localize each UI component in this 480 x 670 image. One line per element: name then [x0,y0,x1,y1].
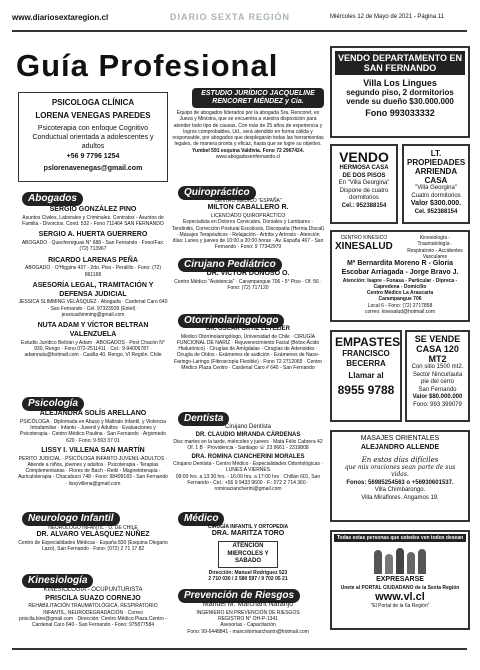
page-header [0,0,480,36]
psychologist-entry: ALEJANDRA SOLÍS ARELLANO PSICÓLOGA · Diplomada en Abuso y Maltrato Infantil, y Violencia Intrafamiliar · Infanto - Juvenil y Adultos · Evaluaciones y Psicoterapia · Centro Médico Paulina · San Fernando · Argomedo 620 · Fono: 9-593 37 01 [19,410,167,444]
empastes-ad: EMPASTES FRANCISCO BECERRA Llamar al 8955 9788 [330,330,402,422]
section-riesgos: Prevención de Riesgos [178,585,300,603]
kinesalud-header: CENTRO KINESICO XINESALUD Kinesiología - Traumatología · Respiratorio - Accidentes Vasculares [335,235,463,260]
lawyer-entry: RICARDO LARENAS PEÑA ABOGADO · O'Higgins 437 - 2do. Piso - Peralillo · Fono: (72) 861168 [24,256,161,278]
person-figure [418,549,426,574]
house-rent-ad: LT. PROPIEDADES ARRIENDA CASA "Villa Georgina" Cuatro dormitorios Valor $300.000. Cel. 952388154 [402,144,470,224]
section-abogados: Abogados [22,188,83,206]
dentist-entry: Cirujano Dentista DR. CLAUDIO MIRANDA CÁRDENAS Disc martes en la tarde, miércoles y jueves · Mata Félix Cabrera 42 Of. 1 B · Providencia - Santiago ☏ 23 9661 - 2319808 DRA. ROMINA CIANCHERINI MORALES Cirujano Dentista - Centro Médico · Especialidades Odontológicas · LUNES A VIERNES 09:00 hrs. a 13:30 hrs. - 16:00 hrs. a 17:00 hrs · Chillán 601, San Fernando - Cel.: +56 9 9433 9600 · F.: 072 2 714 360 · rominaciancherini@gmail.com [173,424,323,492]
portal-site[interactable]: www.vl.cl [375,591,425,604]
portal-ad: Todas estas personas que ustedes ven todos desean EXPRESARSE Unete al PORTAL CIUDADANO de la Sexta Región www.vl.cl "El Portal de la 6a Región" [330,530,470,630]
footer-divider [12,648,467,650]
lawyer-entry: NUTA ADAM Y VÍCTOR BELTRAN VALENZUELA Estudio Jurídico Beltrán y Adam · ABOGADOS · Pest Chacón N° 930, Rengo · Fono 072-2511411 · Cel.: 9-94006787 · adamnuta@hotmail.com · Casilla 40. Rengo. VI Región. Chile [21,322,165,358]
section-quiropractico: Quiropráctico [178,182,256,200]
psych-phone: +56 9 7796 1254 [66,153,120,161]
neurologist-entry: NEUROLOGO INFANTIL · U. DE CHILE DR. ALVARO VELÁSQUEZ NÚÑEZ Centro de Especialidades Médicas · Espaňa 830 (Esquina Olegario Lazo), San Fernando · Fono: (072) 2 71 17 82 [18,525,168,553]
ent-entry: DR. ÓSCAR ORTIZ LETELIER Médico Otorrinolaringólogo, Universidad de Chile · CIRUGÍA FUNCIONAL DE NARIZ · Rejuvenecimiento Facial (Botox-Ácido Hialurónico) · Cirugías de Amígdalas - Cirugías de Adenoides · Cirugía de Oídos - Exámenes de audición · Exámenes de Naso-Faringo-Laringo (Fibroscopía Flexible) · Fono 72 2712065 · Centro Médico Plaza Centro · Cardenal Caro # 640 - San Fernando [174,326,322,371]
medico-entry: CIRUGÍA INFANTIL Y ORTOPEDIA DRA. MARITZA TORO ATENCIÓN MIERCOLES Y SABADO Dirección: Manuel Rodríguez 523 2 710 030 / 2 580 597 / 9 702 05 21 [207,524,289,582]
psychologist-entry: LISSY I. VILLENA SAN MARTÍN PERITO JUDICIAL · PSICÓLOGA INFANTO-JUVENIL-ADULTOS · Atiende a niños, jóvenes y adultos · Psicoterapia - Terapias Complementarias · Flores de Bach - Reiki - Magnetoterapia - Auriculoterapia · Chacabuco 748 - Fono: 98499183 - San Fernando · lissyvillena@gmail.com [18,446,168,487]
site-url[interactable]: www.diariosextaregion.cl [12,13,109,22]
section-psicologia: Psicología [22,393,84,411]
section-neurologo: Neurologo Infantil [22,508,120,526]
legal-study-card [172,88,324,160]
psychologist-card [18,92,168,182]
crowd-illustration [334,544,466,574]
section-medico: Médico [178,508,224,526]
issue-date: Miércoles 12 de Mayo de 2021 - Página 11 [330,14,444,20]
person-figure [374,550,382,574]
risk-entry: Manuel M. Marchant Naranjo INGENIERO EN PREVENCIÓN DE RIESGOS REGISTRO N° OH-P-1341 Asesorías - Capacitación Fono: 99-6448841 - mancolormarchantn@hotmail.com [187,601,309,635]
section-dentista: Dentista [178,408,229,426]
pediatric-entry: DR. VÍCTOR DONOSO O. Centro Médico "Asistencia" · Carampangue 706 - 5° Piso - Of. 56 · Fono: (72) 717120 [174,270,322,291]
person-figure [385,554,393,574]
section-otorrino: Otorrinolaringologo [178,310,284,328]
medico-hours-box: ATENCIÓN MIERCOLES Y SABADO [218,541,278,568]
header-divider [12,30,467,32]
house-120-ad: SE VENDE CASA 120 MT2 Con sitio 1500 mt2. Sector Nincurlauta pie del cerro San Fernando Valor $80.000.000 Fono: 993 399079 [405,330,470,422]
legal-study-contact: Yumbel 591 esquina Valdivia. Fono 72 2967424. [192,147,304,154]
psychologist-list [18,410,168,487]
kinesiology-entry: KINESIOLOGÍA - OCUPUNTURISTA PRISCILA SUAZO CORNEJO REHABILITACIÓN TRAUMATOLÓGICA, RESPIRATORIO INFANTIL, NEURODEGRADACIÓN · Correo priscila.kine@gmail.com · Dirección: Centro Médico Plaza Centro - Cardenal Caro 640 - San Fernando - Fono: 975877584 [19,587,167,628]
person-figure [396,548,404,574]
psych-email: pslorenavenegas@gmail.com [43,165,143,173]
legal-study-body: Equipo de abogados liderados por la abogada Sra. Rencoret, ex Jueza y Ministra, que se encuentra a vuestra disposición para atender todo tipo de causas. Con más de 25 años de experiencia y logros comprobables, Ud., será atendido en forma cálida y responsable, por abogados que desplegarán todas las herramientas legales, de manera pronta y eficaz, hasta que se logre su objetivo. [172,110,324,148]
kinesalud-ad: CENTRO KINESICO XINESALUD Kinesiología - Traumatología · Respiratorio - Accidentes Vasculares Mª Bernardita Moreno R - Gloria Escobar Arriagada - Jorge Bravo J. Atención: Isapre - Fonasa - Particular - Diprеca - Capredena - Domicilio Centro Médico La Araucaria Carampangue 706 Local 6 - Fono: (72) 2717858 correo: kinesalud@hotmail.com [330,230,470,322]
person-figure [407,552,415,574]
guide-title: Guía Profesional [16,48,279,83]
legal-study-heading: ESTUDIO JURÍDICO JACQUELINE RENCORET MÉNDEZ y Cía. [192,88,324,108]
massage-ad: MASAJES ORIENTALES ALEJANDRO ALLENDE En estos días difíciles que mis oraciones sean parte de sus vidas. Fonos: 56985254563 o +56930601537. Villa Chimbarongo. Villa Miraflores. Angamos 19. [330,430,470,522]
chiro-entry: CENTRO MÉDICO "ESPAÑA" MILTON CABALLERO R. LICENCIADO QUIROPRÁCTICO Especialista en Dolores Cervicales, Dorsales y Lumbares · Tendinitis, Corrección Postural Escoliosis, Discopatía (Hernia Discal) · Masajes Terapéuticos - Relajación - Artritis y Artrosis · Atención días: Lunes y jueves de 10:00 a 20:00 horas · Av. España 467 - San Fernando - Fono: 9 77342979 [172,198,324,251]
legal-study-web[interactable]: www.abogadosenfernando.cl [215,153,281,160]
house-sale-ad: VENDO HERMOSA CASA DE DOS PISOS En "Villa Georgina" Dispone de cuatro dormitorios Cel.: 952388154 [330,144,398,224]
lawyer-list [18,206,168,358]
section-kinesiologia: Kinesiología [22,570,93,588]
kinesalud-logo: CENTRO KINESICO XINESALUD [335,235,393,253]
lawyer-entry: ASESORÍA LEGAL, TRAMITACIÓN Y DEFENSA JUDICIAL JESSICA SLIMMING VELÁSQUEZ · Abogada · Cardenal Caro 640 - San Fernando · Cel. 97323939 (Entel) · jessicaslimming@gmail.com [18,281,168,318]
lawyer-entry: SERGIO GONZÁLEZ PINO Asuntos Civiles, Laborales y Criminales. Contratos - Asuntos de Familia - Divorcios. Cond. 532 - Fono 711464 SAN FERNANDO [22,206,164,227]
psych-person: LORENA VENEGAS PAREDES [35,110,151,120]
lawyer-entry: SERGIO A. HUERTA GUERRERO ABOGADO · Quechereguas N° 688 - San Fernando · Fono/Fax: (72) 713967 [21,231,165,253]
newspaper-title: DIARIO SEXTA REGIÓN [170,12,291,22]
psych-desc: Psicoterapia con enfoque Cognitivo Conductual orientada a adolescentes y adultos [32,125,154,150]
apartment-sale-ad: VENDO DEPARTAMENTO EN SAN FERNANDO Villa Los Lingues segundo piso, 2 dormitorios vende su dueño $30.000.000 Fono 993033332 [330,46,470,138]
section-pediatria: Cirujano Pediátrico [178,254,282,272]
psych-title: PSICOLOGA CLÍNICA [51,98,135,107]
